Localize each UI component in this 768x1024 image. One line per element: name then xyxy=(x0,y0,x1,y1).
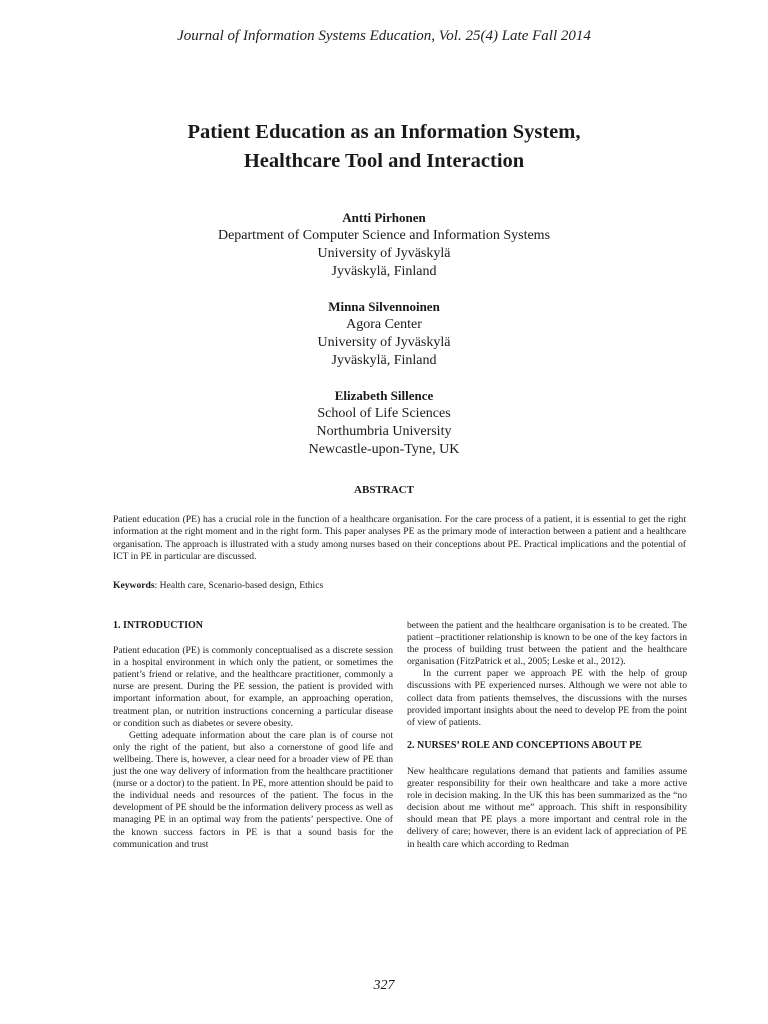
title-line: Healthcare Tool and Interaction xyxy=(243,150,525,172)
section-heading: 2. NURSES’ ROLE AND CONCEPTIONS ABOUT PE xyxy=(407,739,642,751)
author-block xyxy=(0,209,768,281)
author-affiliation: Jyväskylä, Finland xyxy=(331,353,437,368)
author-affiliation: Newcastle-upon-Tyne, UK xyxy=(308,442,460,457)
keywords xyxy=(113,580,686,592)
author-name: Elizabeth Sillence xyxy=(334,388,434,403)
paragraph: Patient education (PE) is commonly conceptualised as a discrete session in a hospital environment in which only the patient, or sometimes the patient’s friend or relative, and the healthcare practitioner, commonly a nurse are present. During the PE session, the patient is provided with important information about, for example, an approaching operation, treatment plan, or nutrition instructions concerning a particular disease or condition such as diabetes or severe obesity. xyxy=(113,645,393,729)
section-heading: 1. INTRODUCTION xyxy=(113,620,204,631)
author-affiliation: Jyväskylä, Finland xyxy=(331,264,437,279)
keywords-text: : Health care, Scenario-based design, Ethics xyxy=(154,580,324,591)
abstract-heading: ABSTRACT xyxy=(354,484,414,496)
author-affiliation: University of Jyväskylä xyxy=(317,335,451,350)
author-affiliation: School of Life Sciences xyxy=(317,406,451,421)
author-affiliation: Department of Computer Science and Information Systems xyxy=(217,228,551,243)
title-line: Patient Education as an Information System, xyxy=(187,121,581,143)
author-affiliation: Northumbria University xyxy=(316,424,452,439)
abstract-text: Patient education (PE) has a crucial role in the function of a healthcare organisation. For the care process of a patient, it is essential to get the right information at the right moment and in the right form. This paper analyses PE as the primary mode of interaction between a patient and a healthcare organisation. The approach is illustrated with a study among nurses based on their conceptions about PE. Practical implications and the potential of ICT in PE in particular are discussed. xyxy=(113,514,686,562)
author-block xyxy=(0,387,768,459)
page-number: 327 xyxy=(373,978,395,993)
author-block xyxy=(0,298,768,370)
paper-title xyxy=(0,118,768,176)
author-name: Minna Silvennoinen xyxy=(328,299,440,314)
right-column xyxy=(407,620,687,851)
left-column xyxy=(113,620,393,851)
keywords-label: Keywords xyxy=(113,580,155,591)
running-head: Journal of Information Systems Education, Vol. 25(4) Late Fall 2014 xyxy=(177,28,591,44)
paragraph: between the patient and the healthcare organisation is to be created. The patient –practitioner relationship is known to be one of the key factors in the process of building trust between the patient and the healthcare organisation (FitzPatrick et al., 2005; Leske et al., 2012). xyxy=(407,620,687,668)
paragraph: In the current paper we approach PE with the help of group discussions with PE experienced nurses. Although we were not able to collect data from patients themselves, the discussions with the nurses provided important insights about the need to develop PE from the point of view of patients. xyxy=(407,668,687,728)
paragraph: New healthcare regulations demand that patients and families assume greater responsibility for their own healthcare and take a more active role in decision making. In the UK this has been summarized as the “no decision about me without me” approach. This shift in responsibility should mean that PE plays a more important and central role in the delivery of care; however, there is an evident lack of appreciation of PE in health care which according to Redman xyxy=(407,765,687,850)
author-name: Antti Pirhonen xyxy=(342,210,426,225)
author-affiliation: Agora Center xyxy=(346,317,422,332)
author-affiliation: University of Jyväskylä xyxy=(317,246,451,261)
paragraph: Getting adequate information about the care plan is of course not only the right of the patient, but also a cornerstone of good life and wellbeing. There is, however, a clear need for a broader view of PE than just the one way delivery of information from the healthcare practitioner (nurse or a doctor) to the patient. In PE, more attention should be paid to the individual needs and resources of the patient. The focus in the development of PE should be the information delivery process as well as managing PE in an optimal way from the patients’ perspective. One of the known success factors in PE is that a sound basis for the communication and trust xyxy=(113,729,393,850)
